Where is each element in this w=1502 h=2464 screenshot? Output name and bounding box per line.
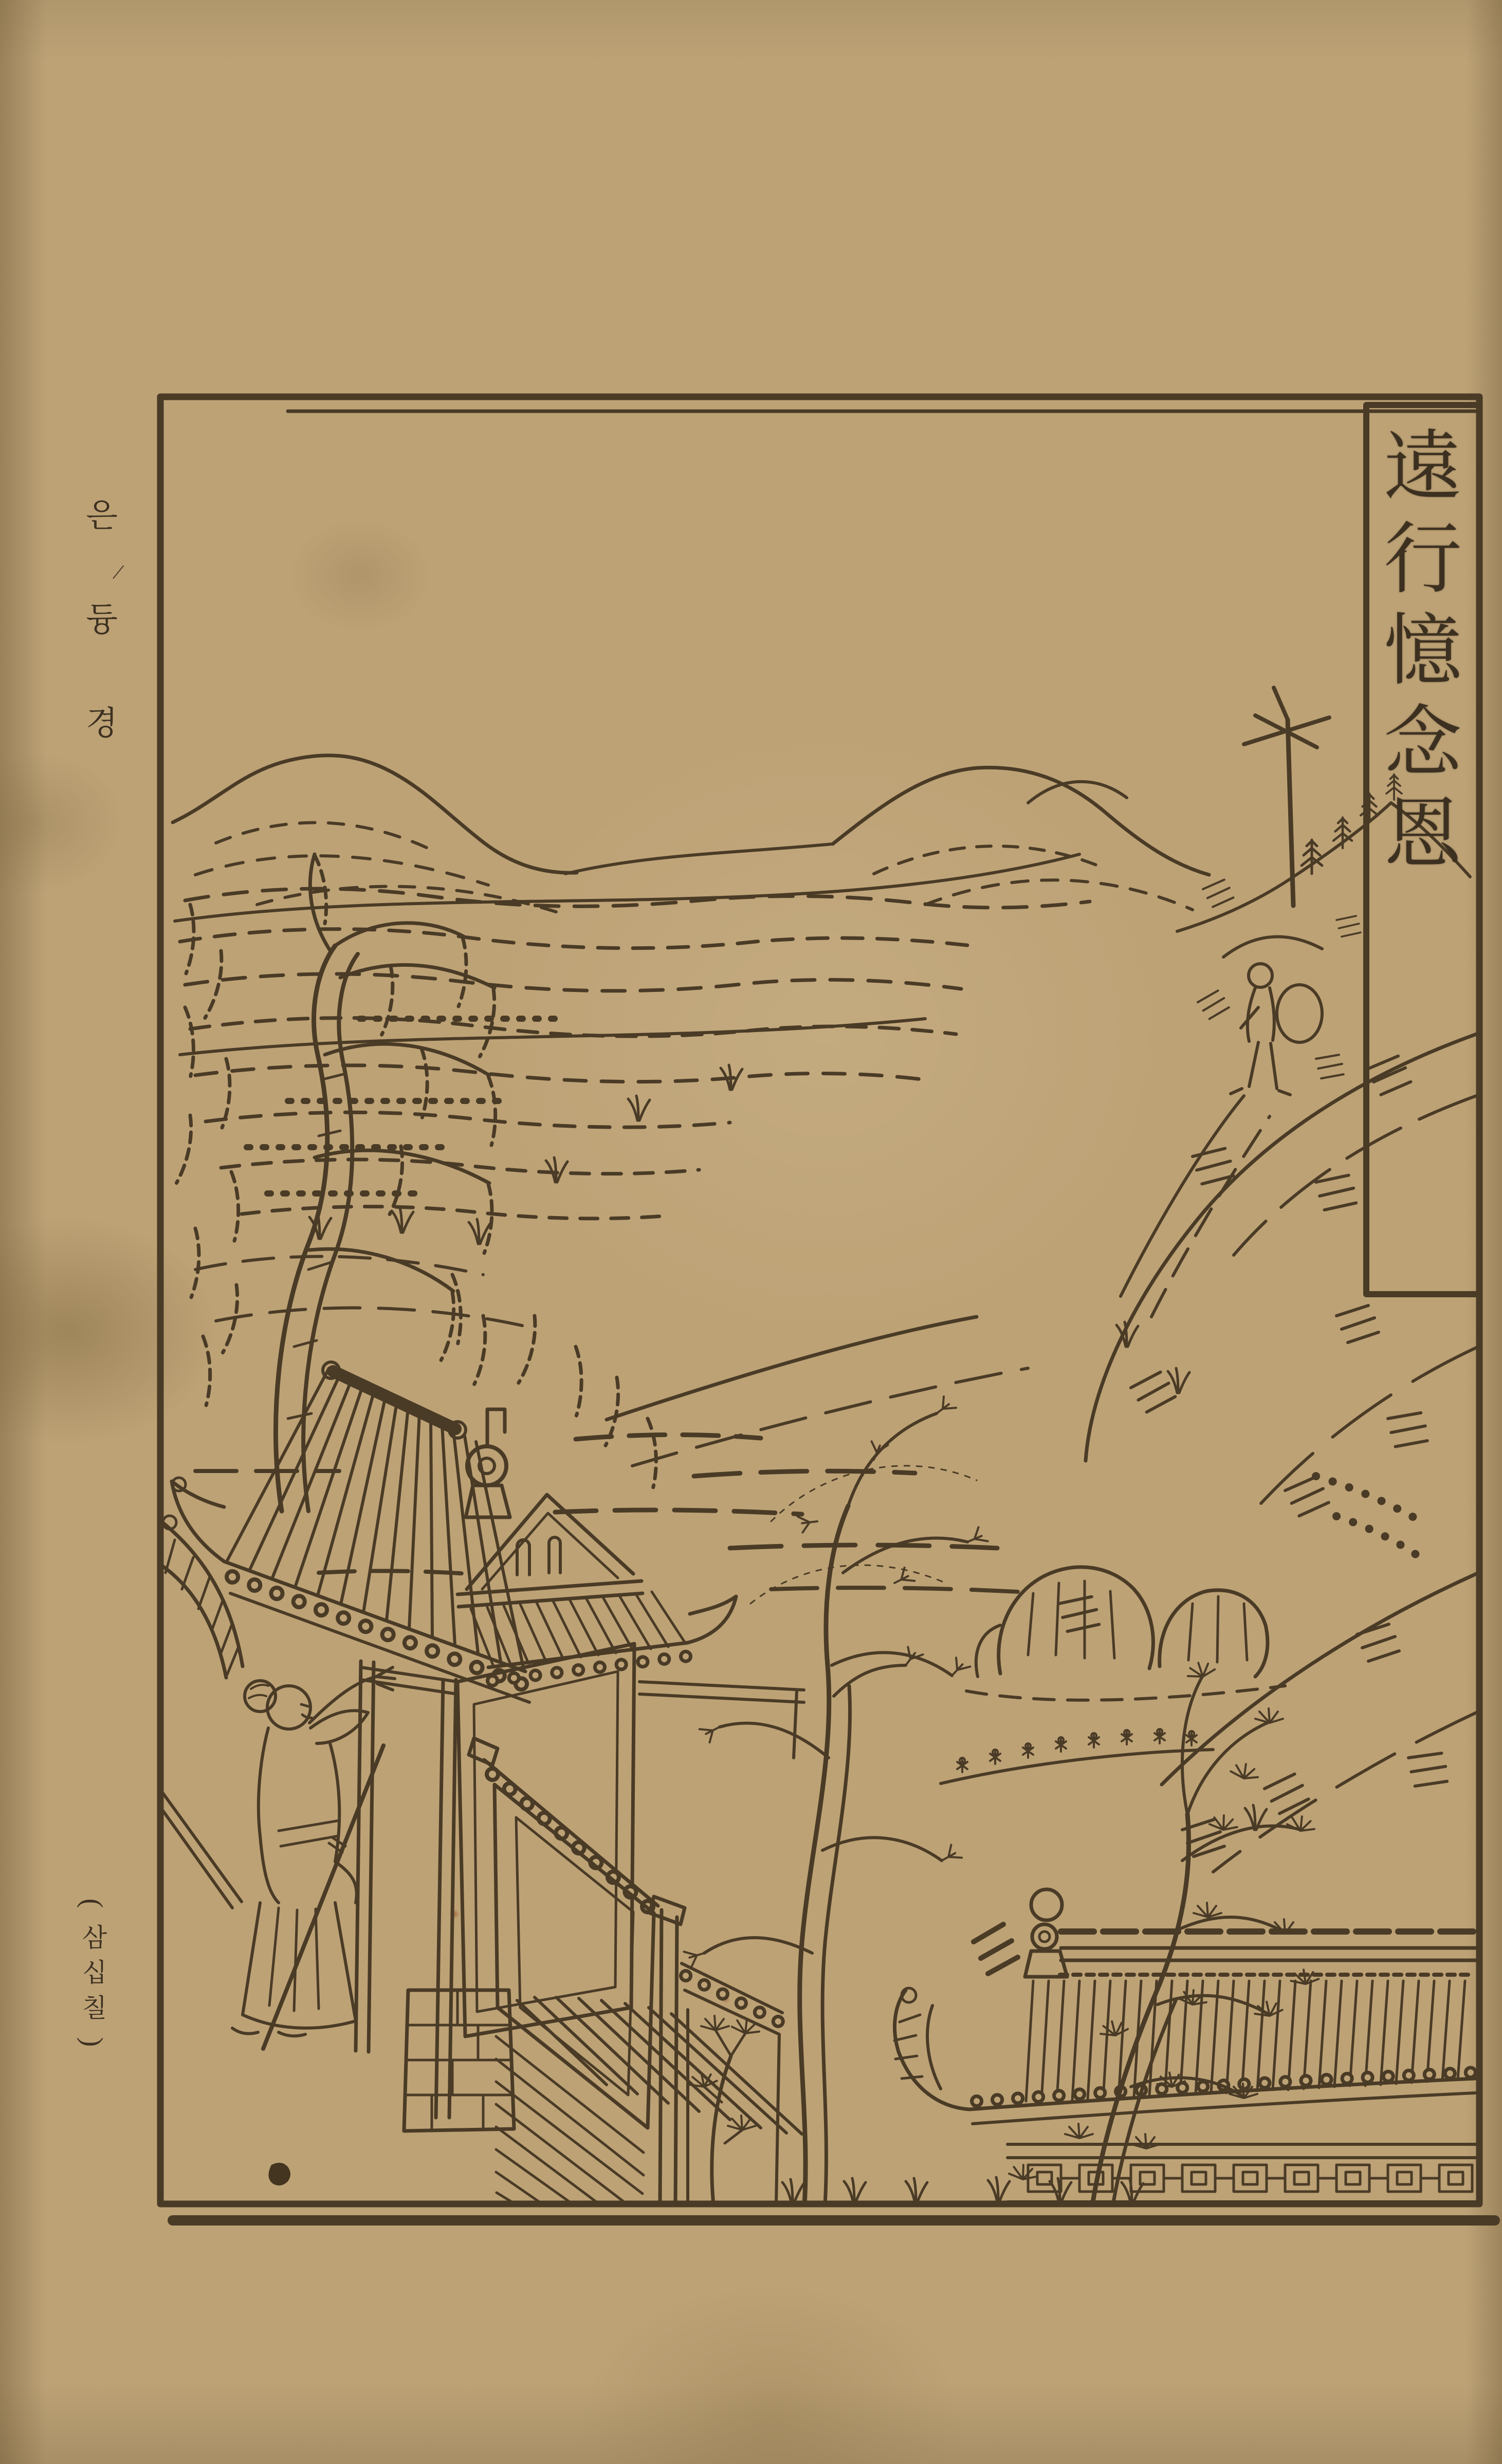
open-paren: ( bbox=[76, 1898, 108, 1908]
lattice-frieze bbox=[1008, 2144, 1476, 2202]
traveler-with-bundle bbox=[1196, 936, 1346, 1095]
ridge-ornament bbox=[974, 1889, 1067, 1977]
margin-char: 은 bbox=[86, 498, 118, 534]
rocks bbox=[966, 1567, 1285, 1700]
margin-char: 경 bbox=[86, 705, 118, 742]
ink-blot bbox=[268, 2163, 290, 2185]
bare-tree bbox=[680, 1396, 991, 2205]
page-number bbox=[77, 1891, 112, 2054]
gate-pavilion bbox=[172, 1362, 804, 2134]
title-char: 念 bbox=[1384, 700, 1462, 786]
mountain-slope bbox=[1056, 1034, 1476, 1872]
distant-hills bbox=[173, 756, 1209, 915]
page-number-char: 칠 bbox=[82, 1993, 107, 2022]
page-number-char: 삼 bbox=[82, 1923, 107, 1952]
terraced-rice-fields bbox=[175, 854, 1090, 1326]
margin-slash-mark: / bbox=[111, 558, 126, 585]
margin-char: 듕 bbox=[86, 601, 118, 638]
close-paren: ) bbox=[76, 2037, 108, 2047]
title-char: 行 bbox=[1384, 516, 1462, 603]
tiled-roof-building bbox=[894, 1889, 1476, 2202]
page-number-char: 십 bbox=[82, 1958, 107, 1987]
title-char: 遠 bbox=[1384, 425, 1462, 511]
chapter-title-vertical bbox=[1379, 425, 1467, 881]
title-char: 憶 bbox=[1384, 608, 1462, 694]
title-char: 恩 bbox=[1384, 792, 1462, 878]
walking-staff bbox=[263, 1745, 383, 2049]
left-margin-title bbox=[80, 500, 123, 740]
